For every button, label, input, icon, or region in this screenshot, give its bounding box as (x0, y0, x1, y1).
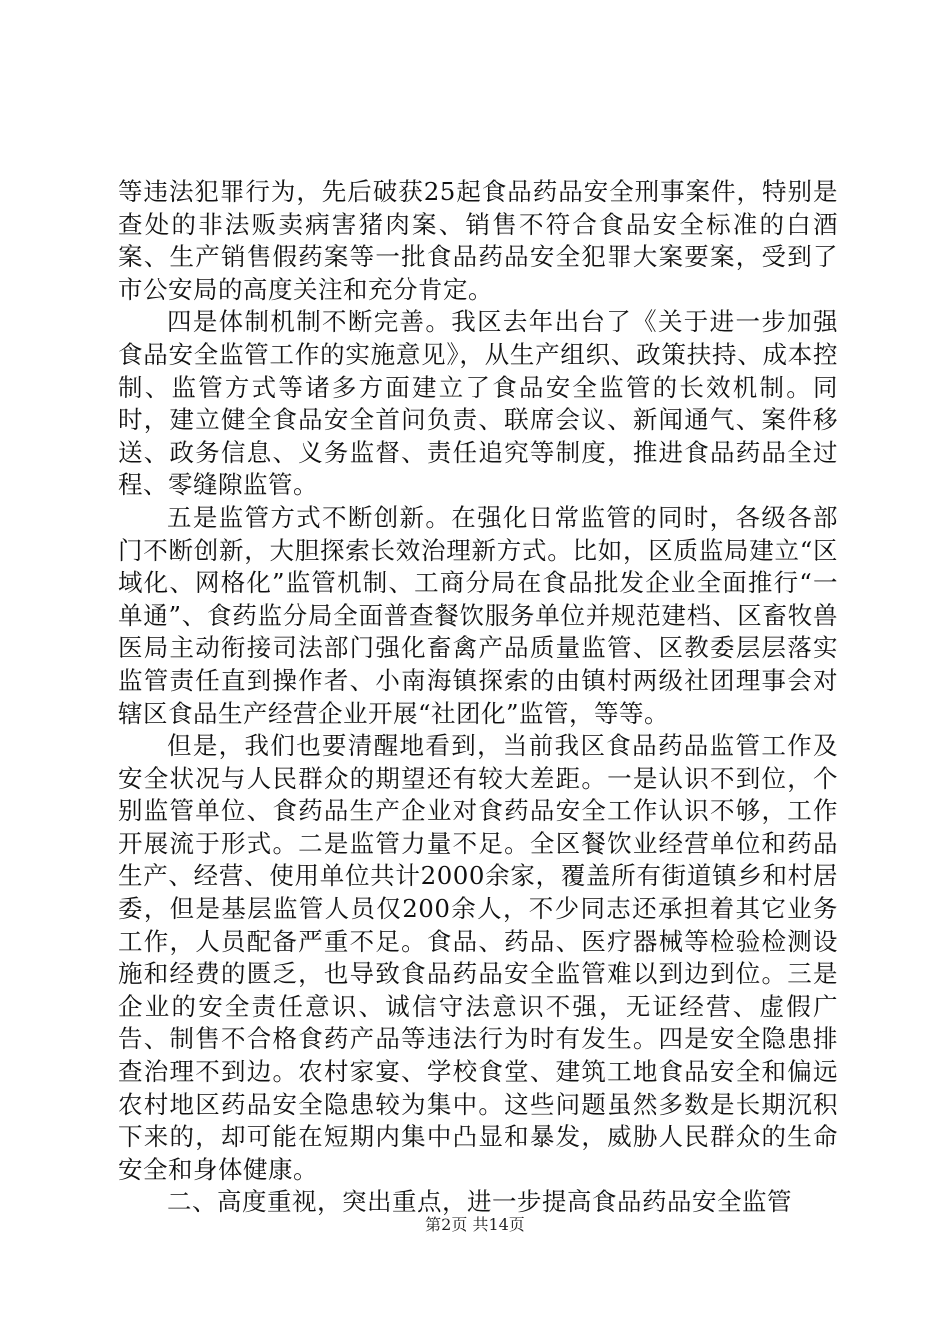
paragraph-supervision-innovation: 五是监管方式不断创新。在强化日常监管的同时，各级各部门不断创新，大胆探索长效治理新方式。比如，区质监局建立“区域化、网格化”监管机制、工商分局在食品批发企业全面推行“一单通”、食药监分局全面普查餐饮服务单位并规范建档、区畜牧兽医局主动衔接司法部门强化畜禽产品质量监管、区教委层层落实监管责任直到操作者、小南海镇探索的由镇村两级社团理事会对辖区食品生产经营企业开展“社团化”监管，等等。 (118, 502, 838, 728)
document-body (118, 176, 838, 1219)
section-heading-two: 二、高度重视，突出重点，进一步提高食品药品安全监管 (167, 1187, 792, 1217)
paragraph-shortcomings: 但是，我们也要清醒地看到，当前我区食品药品监管工作及安全状况与人民群众的期望还有较大差距。一是认识不到位，个别监管单位、食药品生产企业对食药品安全工作认识不够，工作开展流于形式。二是监管力量不足。全区餐饮业经营单位和药品生产、经营、使用单位共计2000余家，覆盖所有街道镇乡和村居委，但是基层监管人员仅200余人，不少同志还承担着其它业务工作，人员配备严重不足。食品、药品、医疗器械等检验检测设施和经费的匮乏，也导致食品药品安全监管难以到边到位。三是企业的安全责任意识、诚信守法意识不强，无证经营、虚假广告、制售不合格食药产品等违法行为时有发生。四是安全隐患排查治理不到边。农村家宴、学校食堂、建筑工地食品安全和偏远农村地区药品安全隐患较为集中。这些问题虽然多数是长期沉积下来的，却可能在短期内集中凸显和暴发，威胁人民群众的生命安全和身体健康。 (118, 731, 838, 1184)
page-number-footer: 第2页 共14页 (425, 1215, 525, 1234)
paragraph-institutional-mechanisms: 四是体制机制不断完善。我区去年出台了《关于进一步加强食品安全监管工作的实施意见》，从生产组织、政策扶持、成本控制、监管方式等诸多方面建立了食品安全监管的长效机制。同时，建立健全食品安全首问负责、联席会议、新闻通气、案件移送、政务信息、义务监督、责任追究等制度，推进食品药品全过程、零缝隙监管。 (118, 307, 838, 500)
paragraph-continuation: 等违法犯罪行为，先后破获25起食品药品安全刑事案件，特别是查处的非法贩卖病害猪肉案、销售不符合食品安全标准的白酒案、生产销售假药案等一批食品药品安全犯罪大案要案，受到了市公安局的高度关注和充分肯定。 (118, 177, 838, 304)
